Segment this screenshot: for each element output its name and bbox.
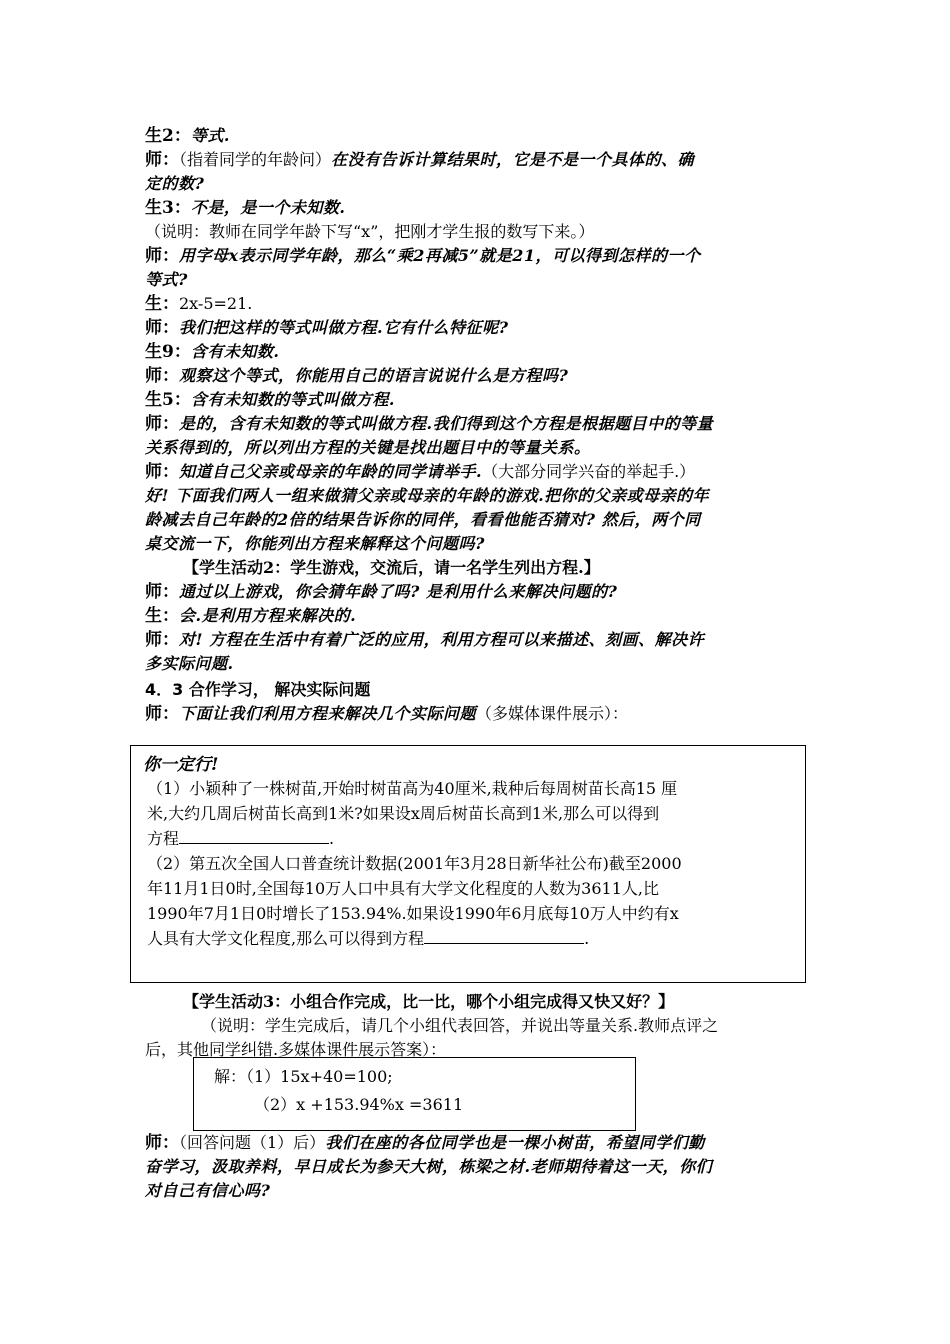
dialogue-continuation: 多实际问题. xyxy=(145,654,234,673)
dialogue-continuation: 奋学习，汲取养料，早日成长为参天大树，栋梁之材.老师期待着这一天，你们 xyxy=(145,1157,713,1176)
problem-1-line: 米,大约几周后树苗长高到1米?如果设x周后树苗长高到1米,那么可以得到 xyxy=(147,804,660,823)
problem-2-line: 1990年7月1日0时增长了153.94%.如果设1990年6月底每10万人中约有x xyxy=(147,904,679,923)
dialogue-continuation: 等式? xyxy=(145,270,188,289)
period: . xyxy=(584,929,590,948)
stage-note: （大部分同学兴奋的举起手.） xyxy=(482,462,696,481)
problem-2-line: 年11月1日0时,全国每10万人口中具有大学文化程度的人数为3611人,比 xyxy=(147,879,659,898)
speaker-label: 师： xyxy=(145,462,179,482)
dialogue-text: 我们把这样的等式叫做方程.它有什么特征呢? xyxy=(179,318,509,337)
answer-prefix: 方程 xyxy=(147,829,180,848)
dialogue-text: 知道自己父亲或母亲的年龄的同学请举手. xyxy=(179,462,483,481)
dialogue-line xyxy=(145,244,810,268)
dialogue-line xyxy=(145,124,810,148)
dialogue-text: 含有未知数. xyxy=(190,342,280,361)
speaker-label: 生： xyxy=(145,294,179,314)
dialogue-continuation: 桌交流一下，你能列出方程来解释这个问题吗? xyxy=(145,534,485,553)
dialogue-text: 下面让我们利用方程来解决几个实际问题 xyxy=(179,704,477,723)
problem-2-answer-line xyxy=(147,926,797,951)
speaker-label: 师： xyxy=(145,150,179,170)
speaker-label: 生5： xyxy=(145,390,191,410)
dialogue-line xyxy=(145,604,810,628)
dialogue-text: 等式. xyxy=(190,126,230,145)
answer-line-2: （2）x +153.94%x =3611 xyxy=(254,1095,464,1114)
dialogue-text: 观察这个等式，你能用自己的语言说说什么是方程吗? xyxy=(179,366,569,385)
dialogue-line xyxy=(145,460,810,484)
speaker-label: 生3： xyxy=(145,198,191,218)
speaker-label: 生： xyxy=(145,606,179,626)
dialogue-text: 在没有告诉计算结果时，它是不是一个具体的、确 xyxy=(331,150,695,169)
answer-blank-2 xyxy=(424,926,584,944)
dialogue-text: 含有未知数的等式叫做方程. xyxy=(190,390,395,409)
dialogue-text: 用字母x表示同学年龄，那么“乘2再减5”就是21，可以得到怎样的一个 xyxy=(179,246,701,265)
closing-block xyxy=(145,1131,810,1203)
dialogue-line xyxy=(145,628,810,652)
speaker-label: 师： xyxy=(145,630,179,650)
dialogue-line xyxy=(145,316,810,340)
answer-prefix: 人具有大学文化程度,那么可以得到方程 xyxy=(147,929,425,948)
dialogue-line xyxy=(145,196,810,220)
explanation-note: 后，其他同学纠错.多媒体课件展示答案）： xyxy=(145,1040,447,1059)
dialogue-continuation: 对自己有信心吗? xyxy=(145,1181,271,1200)
exercise-title: 你一定行! xyxy=(143,755,219,775)
problem-1-answer-line xyxy=(147,826,797,851)
speaker-label: 师： xyxy=(145,582,179,602)
answer-line-1: 解：（1）15x+40=100; xyxy=(214,1067,393,1086)
dialogue-line xyxy=(145,364,810,388)
speaker-label: 师： xyxy=(145,366,179,386)
speaker-label: 师： xyxy=(145,318,179,338)
dialogue-text: 对! 方程在生活中有着广泛的应用，利用方程可以来描述、刻画、解决许 xyxy=(179,630,705,649)
student-activity-3: 【学生活动3：小组合作完成，比一比，哪个小组完成得又快又好？】 xyxy=(183,992,675,1011)
dialogue-continuation: 定的数? xyxy=(145,174,205,193)
dialogue-continuation: 好! 下面我们两人一组来做猜父亲或母亲的年龄的游戏.把你的父亲或母亲的年 xyxy=(145,486,710,505)
speaker-label: 师： xyxy=(145,246,179,266)
answer-box xyxy=(193,1057,636,1131)
speaker-label: 生2： xyxy=(145,126,191,146)
dialogue-line xyxy=(145,148,810,172)
stage-note: （多媒体课件展示）： xyxy=(476,704,629,723)
dialogue-text: 会.是利用方程来解决的. xyxy=(179,606,357,625)
stage-note: （回答问题（1）后） xyxy=(179,1133,326,1152)
dialogue-line xyxy=(145,292,810,316)
dialogue-continuation: 关系得到的，所以列出方程的关键是找出题目中的等量关系。 xyxy=(145,438,591,457)
stage-note: （指着同学的年龄问） xyxy=(179,150,332,169)
dialogue-text: 我们在座的各位同学也是一棵小树苗，希望同学们勤 xyxy=(325,1133,705,1152)
dialogue-continuation: 龄减去自己年龄的2倍的结果告诉你的同伴，看看他能否猜对? 然后，两个同 xyxy=(145,510,701,529)
dialogue-line xyxy=(145,1131,810,1155)
exercise-content xyxy=(147,776,797,951)
answer-blank-1 xyxy=(179,826,329,844)
speaker-label: 师： xyxy=(145,414,179,434)
after-exercise-block xyxy=(145,990,810,1062)
dialogue-text: 是的，含有未知数的等式叫做方程.我们得到这个方程是根据题目中的等量 xyxy=(179,414,714,433)
student-activity-2: 【学生活动2：学生游戏，交流后，请一名学生列出方程.】 xyxy=(183,558,600,577)
lesson-page xyxy=(145,124,810,726)
problem-1-line: （1）小颖种了一株树苗,开始时树苗高为40厘米,栽种后每周树苗长高15 厘 xyxy=(147,779,678,798)
explanation-note: （说明：学生完成后，请几个小组代表回答，并说出等量关系.教师点评之 xyxy=(201,1016,719,1035)
problem-2-line: （2）第五次全国人口普查统计数据(2001年3月28日新华社公布)截至2000 xyxy=(147,854,682,873)
dialogue-line xyxy=(145,388,810,412)
dialogue-text: 通过以上游戏，你会猜年龄了吗? 是利用什么来解决问题的? xyxy=(179,582,618,601)
dialogue-line xyxy=(145,702,810,726)
period: . xyxy=(329,829,335,848)
speaker-label: 生9： xyxy=(145,342,191,362)
speaker-label: 师： xyxy=(145,704,179,724)
exercise-box xyxy=(130,745,806,983)
speaker-label: 师： xyxy=(145,1133,179,1153)
dialogue-text: 不是，是一个未知数. xyxy=(190,198,346,217)
explanation-note: （说明：教师在同学年龄下写“x”，把刚才学生报的数写下来。） xyxy=(145,222,595,241)
dialogue-line xyxy=(145,580,810,604)
dialogue-line xyxy=(145,340,810,364)
section-heading: 4．3 合作学习， 解决实际问题 xyxy=(145,680,371,699)
equation-text: 2x-5=21. xyxy=(179,294,253,313)
dialogue-line xyxy=(145,412,810,436)
